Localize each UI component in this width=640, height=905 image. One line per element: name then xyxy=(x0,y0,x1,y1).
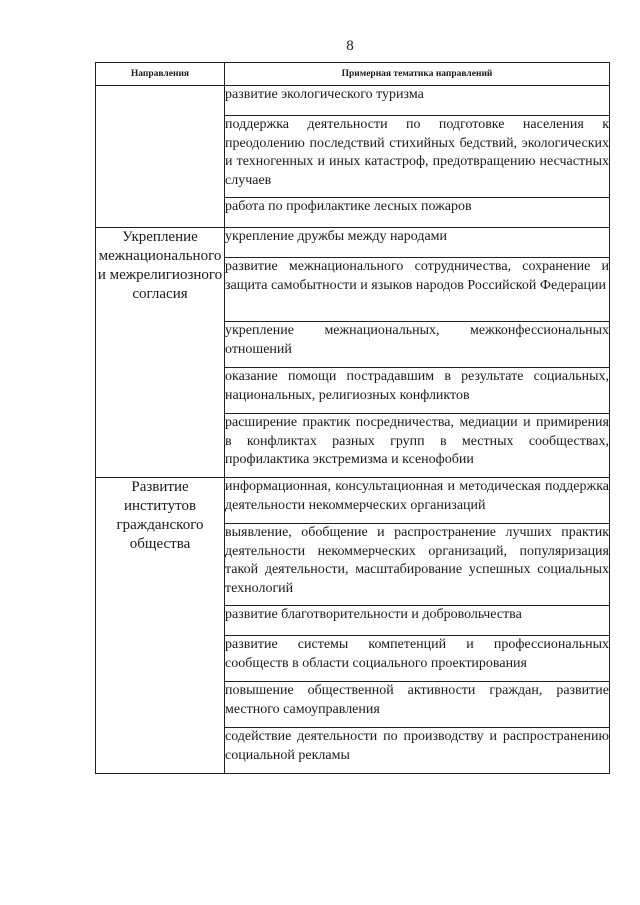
header-topics: Примерная тематика направлений xyxy=(225,63,610,86)
direction-cell: Укрепление межнационального и межрелигиозного согласия xyxy=(96,228,225,478)
topic-text: поддержка деятельности по подготовке населения к преодолению последствий стихийных бедствий, экологических и техногенных и иных катастроф, предотвращению несчастных случаев xyxy=(225,117,609,188)
table-row xyxy=(96,86,610,116)
topic-cell xyxy=(225,524,610,606)
topic-cell xyxy=(225,606,610,636)
direction-cell xyxy=(96,86,225,228)
topic-text: оказание помощи пострадавшим в результате социальных, национальных, религиозных конфликтов xyxy=(225,369,609,403)
topic-cell xyxy=(225,228,610,258)
page-number: 8 xyxy=(346,38,354,54)
topic-text: информационная, консультационная и методическая поддержка деятельности некоммерческих организаций xyxy=(225,479,609,513)
table-header-row xyxy=(96,63,610,86)
topic-cell xyxy=(225,478,610,524)
table-row xyxy=(96,228,610,258)
topic-cell xyxy=(225,258,610,322)
topic-cell xyxy=(225,86,610,116)
topic-text: работа по профилактике лесных пожаров xyxy=(225,199,472,214)
table-row xyxy=(96,478,610,524)
topic-text: укрепление дружбы между народами xyxy=(225,229,448,244)
topic-cell xyxy=(225,636,610,682)
topic-cell xyxy=(225,414,610,478)
topic-cell xyxy=(225,198,610,228)
topics-table xyxy=(95,62,610,774)
topic-text: расширение практик посредничества, медиации и примирения в конфликтах разных групп в местных сообществах, профилактика экстремизма и ксенофобии xyxy=(225,415,609,467)
topic-text: развитие экологического туризма xyxy=(225,87,424,102)
topic-text: развитие межнационального сотрудничества, сохранение и защита самобытности и языков народов Российской Федерации xyxy=(225,259,609,293)
header-directions: Направления xyxy=(96,63,225,86)
direction-cell: Развитие институтов гражданского общества xyxy=(96,478,225,774)
topic-text: содействие деятельности по производству и распространению социальной рекламы xyxy=(225,729,609,763)
topic-cell xyxy=(225,728,610,774)
topic-cell xyxy=(225,322,610,368)
topic-cell xyxy=(225,116,610,198)
topic-text: укрепление межнациональных, межконфессиональных отношений xyxy=(225,323,609,357)
topic-text: выявление, обобщение и распространение лучших практик деятельности некоммерческих организаций, популяризация такой деятельности, масштабирование успешных социальных технологий xyxy=(225,525,609,596)
topic-text: развитие благотворительности и добровольчества xyxy=(225,607,522,622)
topic-cell xyxy=(225,682,610,728)
topic-text: повышение общественной активности граждан, развитие местного самоуправления xyxy=(225,683,609,717)
topic-text: развитие системы компетенций и профессиональных сообществ в области социального проектирования xyxy=(225,637,609,671)
topic-cell xyxy=(225,368,610,414)
